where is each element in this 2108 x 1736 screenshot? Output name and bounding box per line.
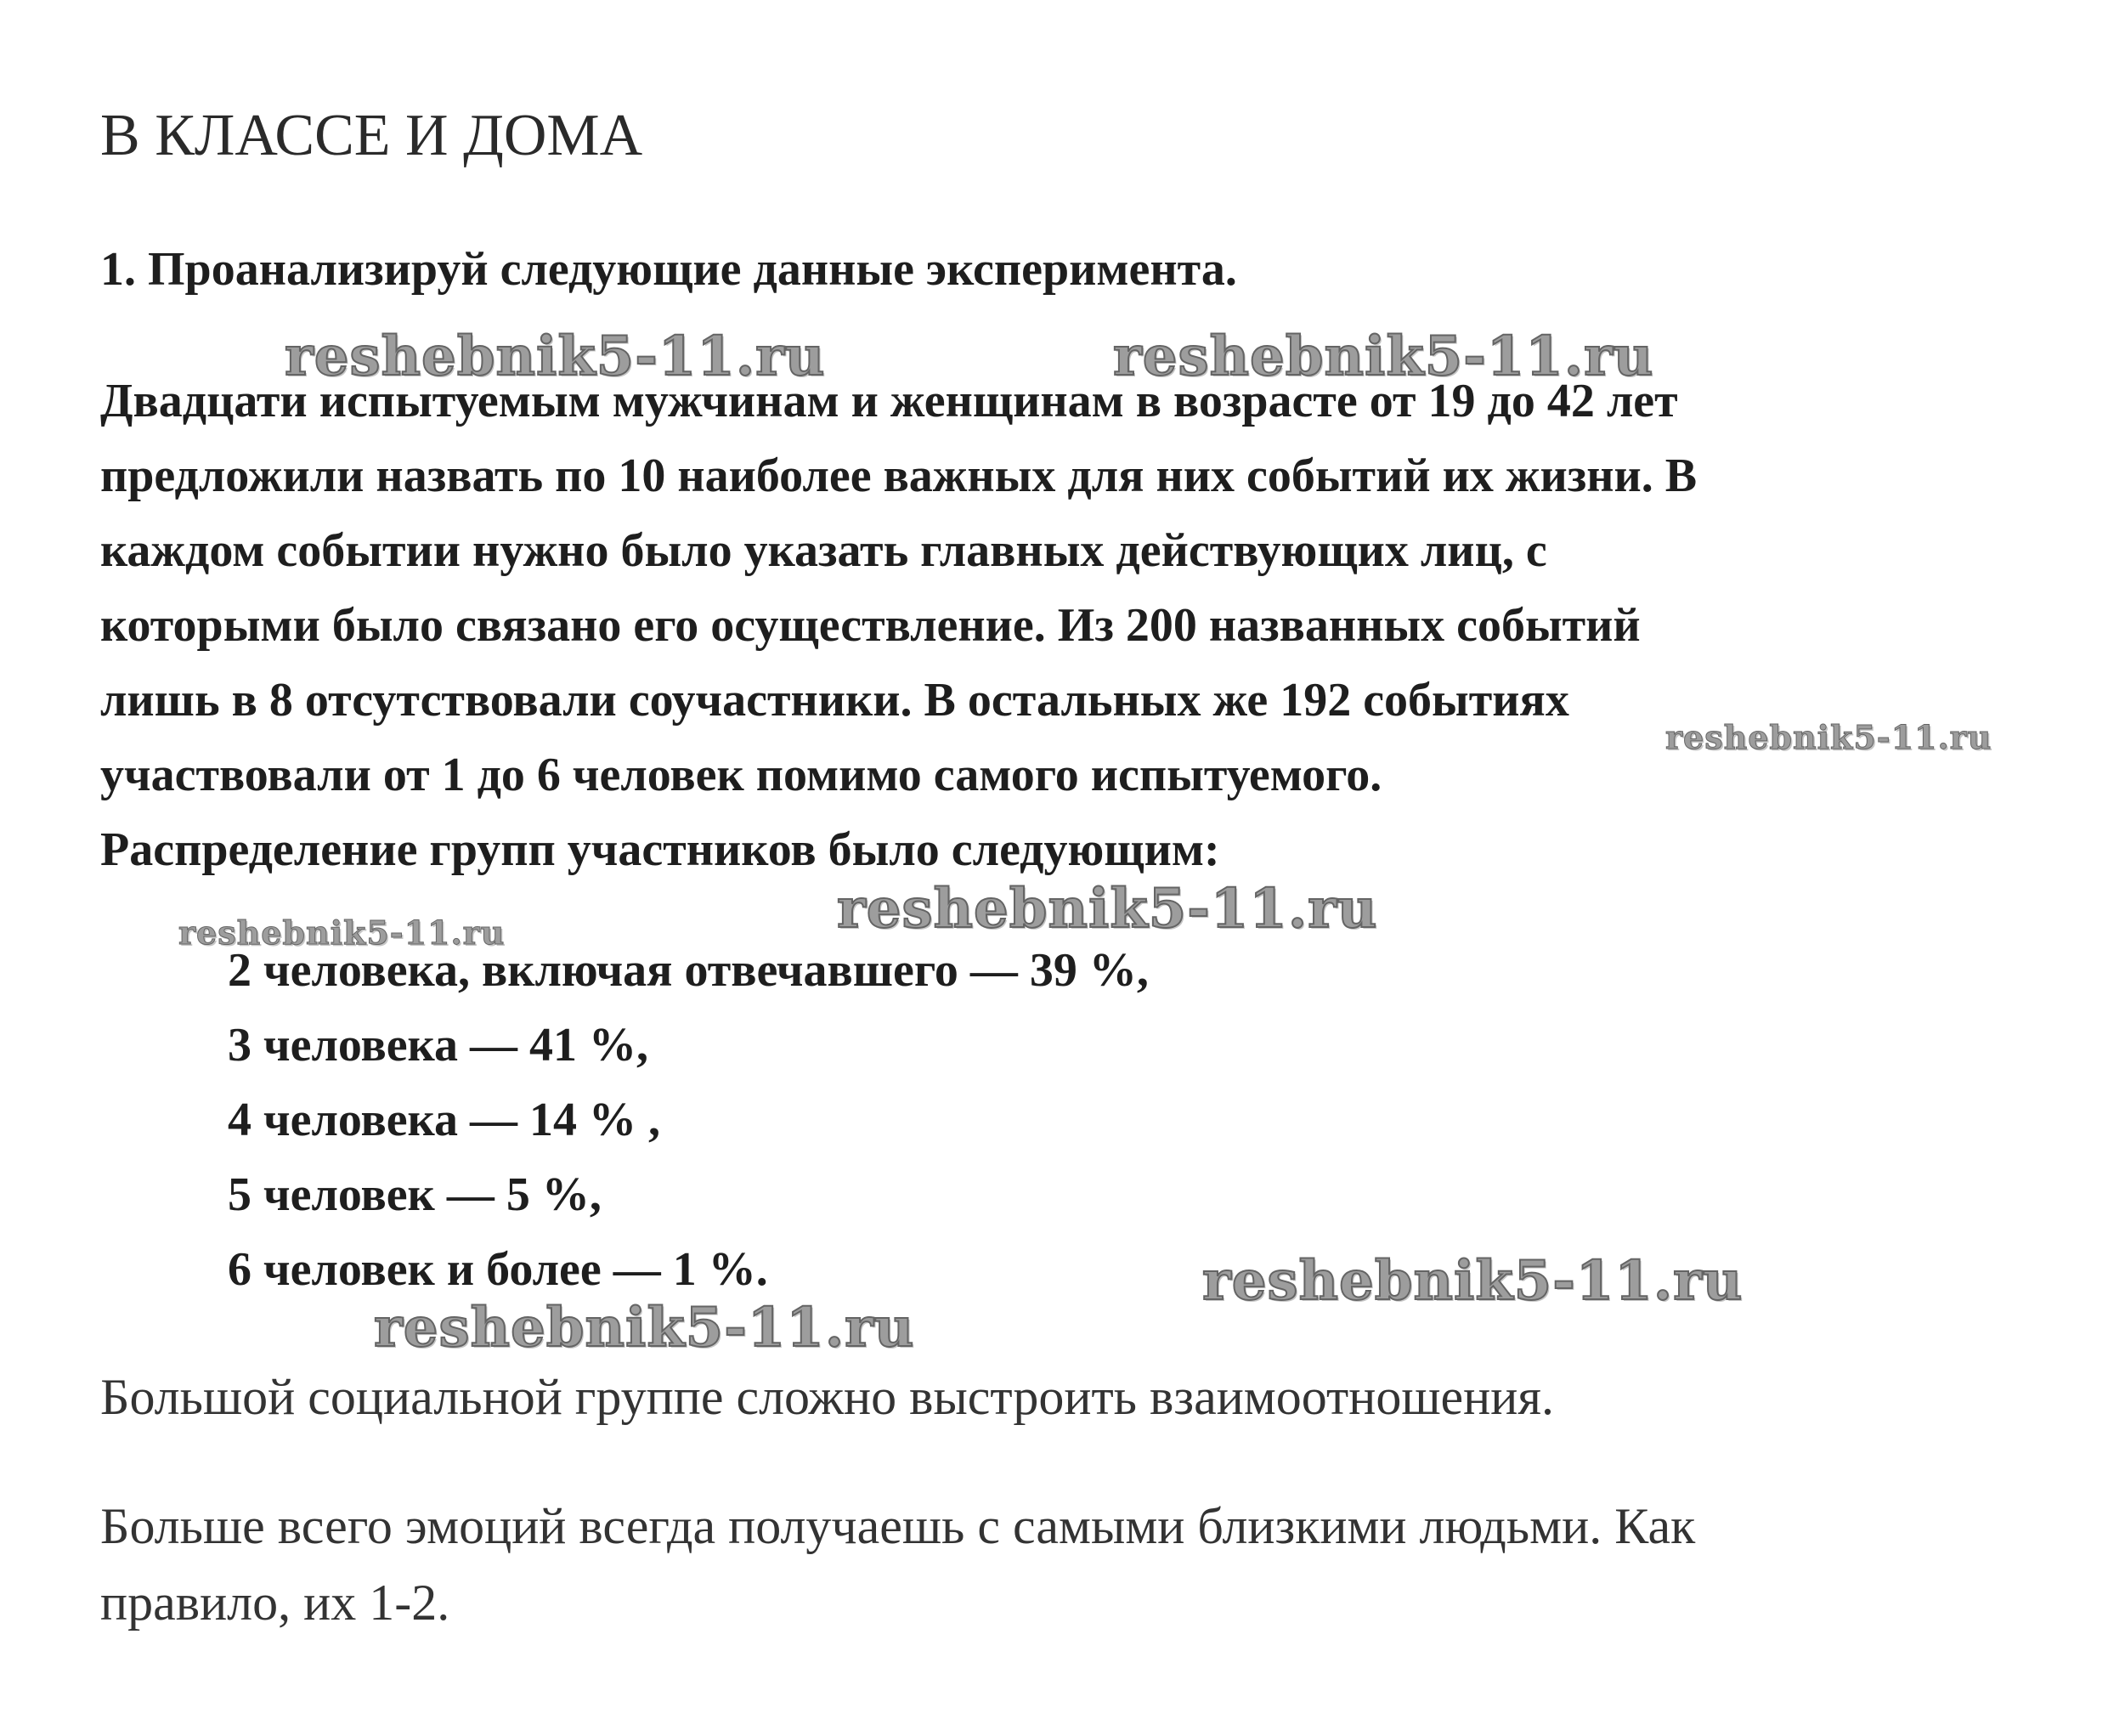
answer-line: Больше всего эмоций всегда получаешь с самыми близкими людьми. Как [100,1498,1696,1554]
watermark: reshebnik5-11.ru [1665,718,1992,756]
watermark: reshebnik5-11.ru [285,325,826,388]
answer-line: Большой социальной группе сложно выстроить взаимоотношения. [100,1369,1554,1425]
paragraph-line: Двадцати испытуемым мужчинам и женщинам в возрасте от 19 до 42 лет [100,375,1678,427]
task-title: 1. Проанализируй следующие данные эксперимента. [100,243,1237,296]
distribution-item: 6 человек и более — 1 %. [228,1243,768,1296]
watermark: reshebnik5-11.ru [1202,1249,1743,1313]
distribution-item: 4 человека — 14 % , [228,1094,660,1146]
watermark: reshebnik5-11.ru [1113,325,1654,388]
distribution-item: 3 человека — 41 %, [228,1019,648,1072]
answer-line: правило, их 1-2. [100,1575,450,1631]
paragraph-line: каждом событии нужно было указать главных действующих лиц, с [100,524,1547,577]
distribution-item: 2 человека, включая отвечавшего — 39 %, [228,944,1149,997]
paragraph-line: лишь в 8 отсутствовали соучастники. В остальных же 192 событиях [100,674,1569,727]
distribution-item: 5 человек — 5 %, [228,1168,602,1221]
section-heading: В КЛАССЕ И ДОМА [100,103,643,168]
paragraph-line: предложили назвать по 10 наиболее важных для них событий их жизни. В [100,450,1698,502]
watermark: reshebnik5-11.ru [374,1296,915,1360]
paragraph-line: Распределение групп участников было следующим: [100,823,1220,876]
watermark: reshebnik5-11.ru [837,877,1378,941]
paragraph-line: участвовали от 1 до 6 человек помимо самого испытуемого. [100,749,1382,801]
paragraph-line: которыми было связано его осуществление. Из 200 названных событий [100,599,1641,652]
watermark: reshebnik5-11.ru [178,913,506,952]
